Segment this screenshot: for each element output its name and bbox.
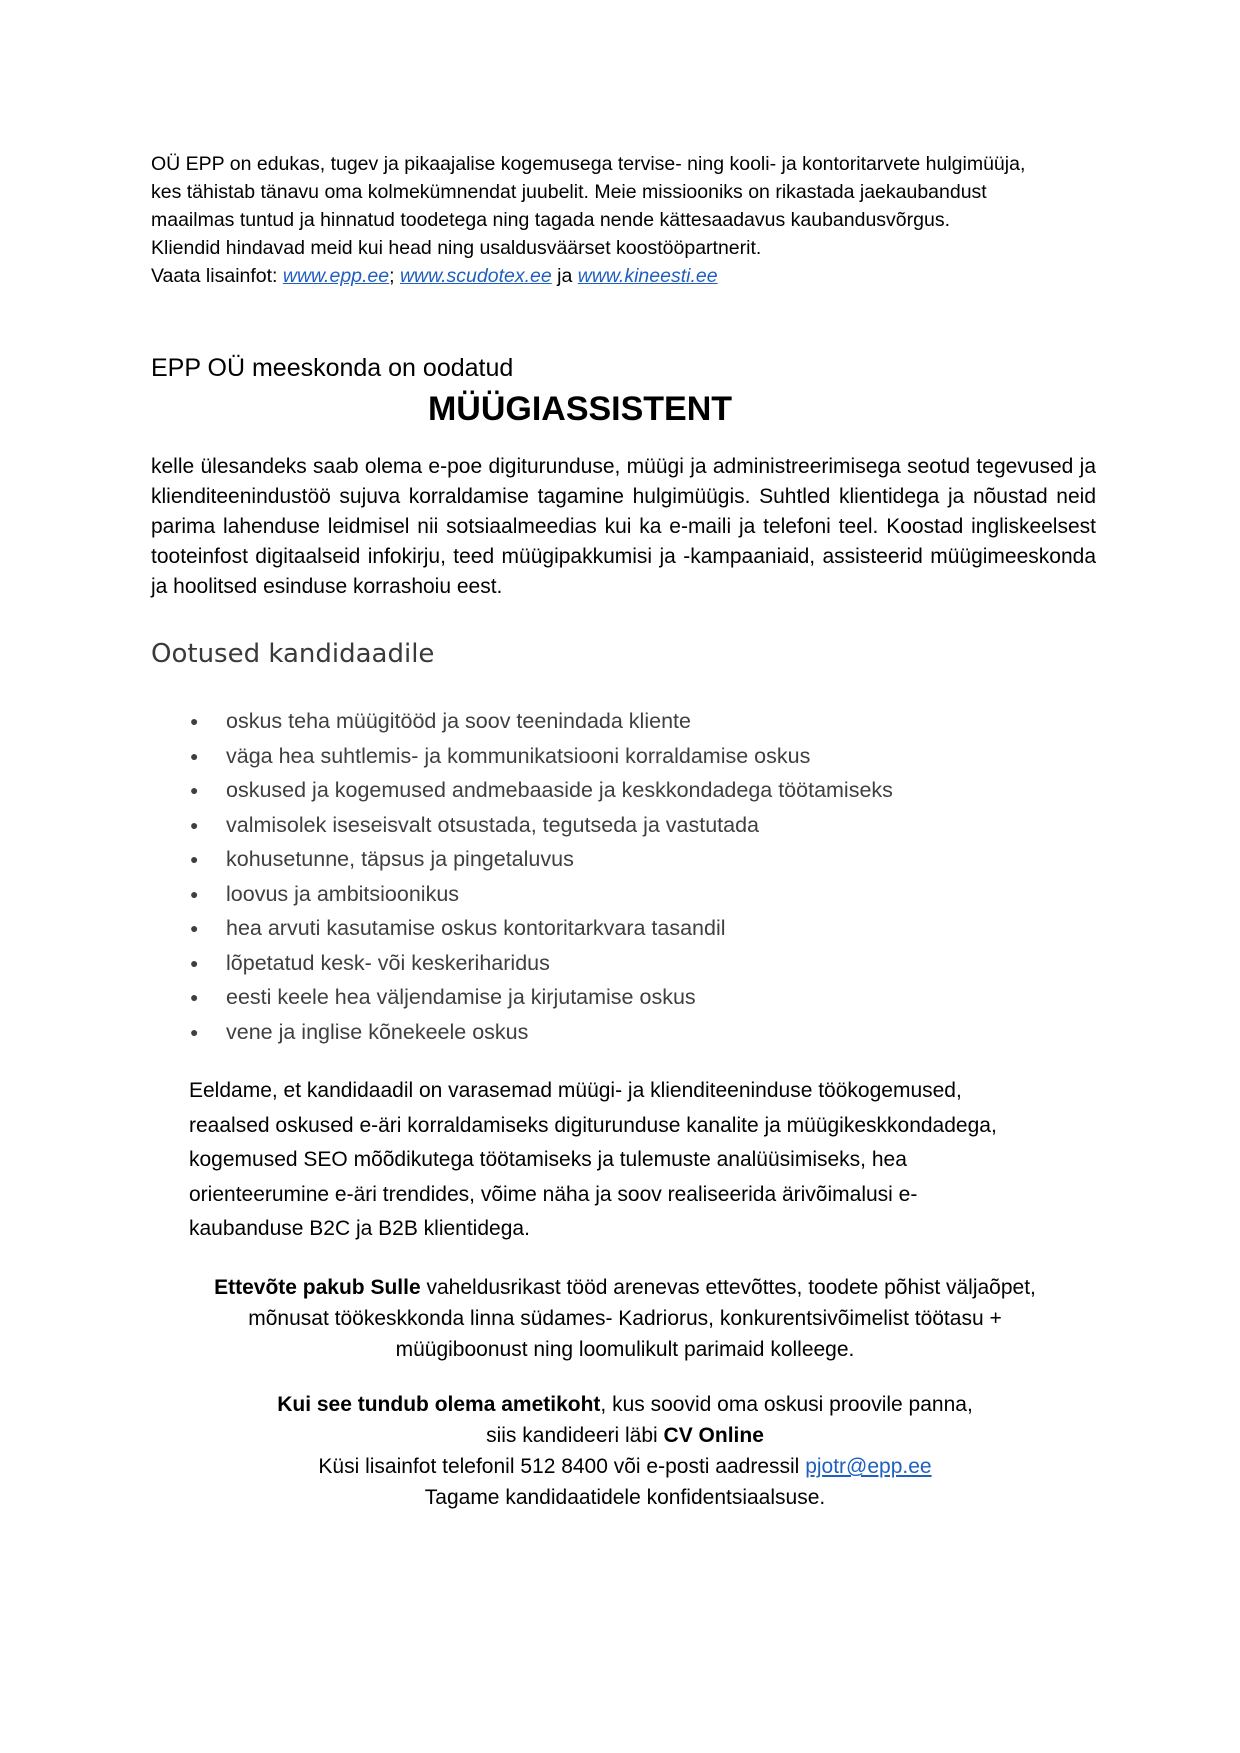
bullet-icon: ● <box>190 989 199 1005</box>
and-word: ja <box>551 265 573 287</box>
job-description: kelle ülesandeks saab olema e-poe digiturunduse, müügi ja administreerimisega seotud tegevused ja klienditeenindustöö sujuva korraldamise tagamine hulgimüügis. Suhtled klientidega ja nõustad neid parima lahenduse leidmisel nii sotsiaalmeedias kui ka e-maili ja telefoni teel. Koostad ingliskeelsest tooteinfost digitaalseid infokirju, teed müügipakkumisi ja -kampaaniaid, assisteerid müügimeeskonda ja hoolitsed esinduse korrashoiu eest. <box>151 455 1096 598</box>
bullet-icon: ● <box>190 747 199 764</box>
list-item-text: lõpetatud kesk- või keskeriharidus <box>226 950 550 975</box>
list-item <box>190 739 1070 774</box>
confidentiality-line: Tagame kandidaatidele konfidentsiaalsuse. <box>424 1486 826 1509</box>
list-item <box>190 877 1070 912</box>
expectations-line: reaalsed oskused e-äri korraldamiseks digiturunduse kanalite ja müügikeskkondadega, <box>189 1113 997 1137</box>
requirements-heading: Ootused kandidaadile <box>151 639 435 669</box>
list-item-text: eesti keele hea väljendamise ja kirjutamise oskus <box>226 985 696 1009</box>
list-item-text: väga hea suhtlemis- ja kommunikatsiooni korraldamise oskus <box>226 743 811 768</box>
expectations-paragraph <box>189 1074 1089 1247</box>
contact-line <box>130 1451 1120 1482</box>
bullet-icon: ● <box>190 782 199 798</box>
apply-line-text: , kus soovid oma oskusi proovile panna, <box>600 1393 973 1416</box>
bullet-icon: ● <box>190 954 199 971</box>
list-item <box>190 704 1070 739</box>
offer-line <box>130 1272 1120 1303</box>
bullet-icon: ● <box>190 885 199 902</box>
offer-line: müügiboonust ning loomulikult parimaid kolleege. <box>395 1338 855 1361</box>
epp-website-link[interactable]: www.epp.ee <box>282 265 390 287</box>
company-intro <box>151 150 1101 290</box>
list-item-text: vene ja inglise kõnekeele oskus <box>226 1019 529 1044</box>
more-info-prefix: Vaata lisainfot: <box>151 265 283 287</box>
kineesti-website-link[interactable]: www.kineesti.ee <box>577 265 718 287</box>
intro-line: OÜ EPP on edukas, tugev ja pikaajalise kogemusega tervise- ning kooli- ja kontoritarvete hulgimüüja, <box>151 153 1026 175</box>
list-item-text: hea arvuti kasutamise oskus kontoritarkvara tasandil <box>226 916 726 940</box>
bullet-icon: ● <box>190 816 199 833</box>
apply-line <box>130 1420 1120 1451</box>
list-item <box>190 808 1070 843</box>
email-link[interactable]: pjotr@epp.ee <box>805 1455 932 1478</box>
list-item <box>190 773 1070 808</box>
list-item <box>190 911 1070 946</box>
list-item-text: kohusetunne, täpsus ja pingetaluvus <box>226 847 574 871</box>
apply-paragraph <box>130 1389 1120 1513</box>
list-item-text: oskus teha müügitööd ja soov teenindada kliente <box>226 709 691 733</box>
link-separator: ; <box>389 265 400 287</box>
bullet-icon: ● <box>190 713 199 729</box>
list-item <box>190 980 1070 1015</box>
intro-line: kes tähistab tänavu oma kolmekümnendat juubelit. Meie missiooniks on rikastada jaekaubandust <box>151 181 987 203</box>
offer-line: mõnusat töökeskkonda linna südames- Kadriorus, konkurentsivõimelist töötasu + <box>248 1307 1002 1330</box>
requirements-list <box>190 704 1070 1049</box>
list-item <box>190 1015 1070 1050</box>
contact-prefix: Küsi lisainfot telefonil 512 8400 või e-posti aadressil <box>318 1455 806 1478</box>
subtitle: EPP OÜ meeskonda on oodatud <box>151 354 514 382</box>
offer-lead: Ettevõte pakub Sulle <box>214 1276 421 1299</box>
bullet-icon: ● <box>190 1023 199 1040</box>
intro-line: maailmas tuntud ja hinnatud toodetega ning tagada nende kättesaadavus kaubandusvõrgus. <box>151 209 951 231</box>
expectations-line: kaubanduse B2C ja B2B klientidega. <box>189 1217 530 1240</box>
offer-line-text: vaheldusrikast tööd arenevas ettevõttes, toodete põhist väljaõpet, <box>420 1276 1036 1299</box>
bullet-icon: ● <box>190 920 199 936</box>
apply-line <box>130 1389 1120 1420</box>
job-title: MÜÜGIASSISTENT <box>427 390 733 428</box>
scudotex-website-link[interactable]: www.scudotex.ee <box>399 265 552 287</box>
bullet-icon: ● <box>190 851 199 867</box>
intro-line: Kliendid hindavad meid kui head ning usaldusväärset koostööpartnerit. <box>151 237 762 259</box>
expectations-line: kogemused SEO mõõdikutega töötamiseks ja tulemuste analüüsimiseks, hea <box>189 1148 907 1171</box>
list-item-text: valmisolek iseseisvalt otsustada, tegutseda ja vastutada <box>226 812 760 837</box>
list-item-text: loovus ja ambitsioonikus <box>226 881 460 906</box>
expectations-line: orienteerumine e-äri trendides, võime näha ja soov realiseerida ärivõimalusi e- <box>189 1182 918 1206</box>
more-info-line <box>151 262 1101 290</box>
apply-channel-prefix: siis kandideeri läbi <box>486 1424 664 1447</box>
apply-lead: Kui see tundub olema ametikoht <box>277 1393 601 1416</box>
list-item <box>190 842 1070 877</box>
expectations-line: Eeldame, et kandidaadil on varasemad müügi- ja klienditeeninduse töökogemused, <box>189 1079 962 1102</box>
list-item <box>190 946 1070 981</box>
offer-paragraph <box>130 1272 1120 1365</box>
cv-online-label: CV Online <box>663 1424 764 1447</box>
list-item-text: oskused ja kogemused andmebaaside ja keskkondadega töötamiseks <box>226 778 893 802</box>
